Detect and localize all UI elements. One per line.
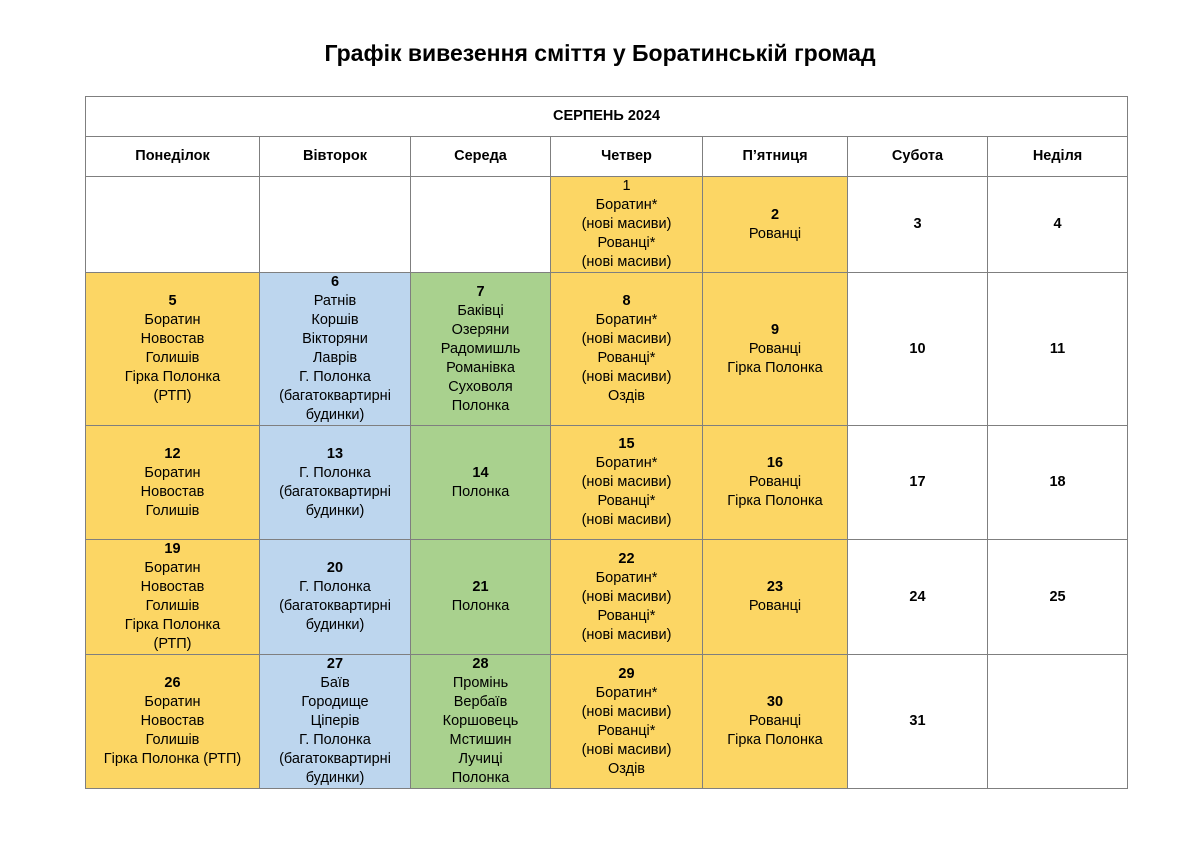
day-number: 16 <box>766 455 784 471</box>
day-cell <box>260 540 411 655</box>
location-line: (нові масиви) <box>581 741 672 758</box>
location-line: Озеряни <box>451 321 510 338</box>
day-cell <box>848 426 988 540</box>
location-line: Рованці* <box>597 722 656 739</box>
location-line: Боратин <box>144 464 201 481</box>
location-line: Гірка Полонка <box>727 732 823 748</box>
location-line: (багатоквартирні <box>279 483 391 500</box>
weekday-header: П’ятниця <box>703 137 848 177</box>
day-cell <box>551 540 703 655</box>
day-cell <box>86 273 260 426</box>
location-line: Рованці* <box>597 235 656 251</box>
location-line: Вербаїв <box>453 694 508 710</box>
location-line: Рованці <box>748 340 802 357</box>
week-row <box>86 655 1128 789</box>
week-row <box>86 177 1128 273</box>
day-number: 27 <box>326 656 344 672</box>
day-cell <box>260 655 411 789</box>
day-number: 12 <box>164 445 181 462</box>
location-line: Голишів <box>145 732 200 748</box>
location-line: Гірка Полонка (РТП) <box>103 751 242 767</box>
day-cell <box>988 426 1128 540</box>
location-line: будинки) <box>305 502 365 519</box>
month-header: СЕРПЕНЬ 2024 <box>86 97 1128 137</box>
day-cell <box>703 540 848 655</box>
weekday-header: Вівторок <box>260 137 411 177</box>
day-number: 6 <box>330 274 340 290</box>
location-line: (нові масиви) <box>581 512 672 528</box>
location-line: Ціперів <box>310 713 360 729</box>
location-line: (нові масиви) <box>581 626 672 643</box>
day-number: 2 <box>770 206 780 223</box>
day-number: 21 <box>472 579 489 595</box>
location-line: (нові масиви) <box>581 588 672 605</box>
location-line: Коршів <box>311 312 359 328</box>
location-line: (нові масиви) <box>581 254 672 270</box>
location-line: Суховоля <box>448 378 513 395</box>
day-cell <box>411 655 551 789</box>
location-line: Новостав <box>140 579 205 595</box>
day-cell <box>551 273 703 426</box>
location-line: Полонка <box>451 770 510 786</box>
day-number: 14 <box>472 464 489 481</box>
location-line: Голишів <box>145 350 200 366</box>
location-line: Боратин* <box>595 569 658 586</box>
day-cell <box>411 540 551 655</box>
day-cell <box>411 273 551 426</box>
day-cell <box>988 540 1128 655</box>
day-cell <box>988 655 1128 789</box>
location-line: Полонка <box>451 598 510 614</box>
location-line: (багатоквартирні <box>279 598 391 614</box>
location-line: Рованці <box>748 598 802 614</box>
day-cell <box>848 655 988 789</box>
schedule-calendar <box>85 96 1128 789</box>
location-line: Городище <box>301 694 369 710</box>
day-cell <box>848 177 988 273</box>
day-number: 7 <box>476 283 485 300</box>
location-line: Г. Полонка <box>299 464 371 481</box>
location-line: Гірка Полонка <box>124 369 221 385</box>
location-line: Боратин <box>144 694 201 710</box>
weekday-header: Середа <box>411 137 551 177</box>
day-number: 13 <box>326 445 344 462</box>
day-number: 1 <box>622 178 631 194</box>
day-number: 24 <box>909 588 926 605</box>
location-line: будинки) <box>305 407 365 423</box>
day-cell <box>86 655 260 789</box>
location-line: Вікторяни <box>302 331 368 347</box>
day-cell <box>260 177 411 273</box>
day-cell <box>848 540 988 655</box>
week-row <box>86 540 1128 655</box>
location-line: (нові масиви) <box>581 474 672 490</box>
day-number: 15 <box>618 436 635 452</box>
day-cell <box>551 426 703 540</box>
location-line: Промінь <box>452 675 509 691</box>
location-line: Коршовець <box>442 713 519 729</box>
location-line: Рованці <box>748 474 802 490</box>
day-cell <box>411 177 551 273</box>
location-line: Ратнів <box>313 293 357 309</box>
day-number: 19 <box>164 541 181 557</box>
location-line: Голишів <box>145 502 200 519</box>
day-cell <box>86 426 260 540</box>
location-line: Рованці <box>748 225 802 242</box>
location-line: Новостав <box>140 483 205 500</box>
location-line: Голишів <box>145 598 200 614</box>
location-line: Полонка <box>451 483 510 500</box>
location-line: (РТП) <box>153 636 192 652</box>
day-number: 11 <box>1049 340 1066 357</box>
day-cell <box>988 273 1128 426</box>
day-number: 18 <box>1049 474 1066 490</box>
weekday-header: Неділя <box>988 137 1128 177</box>
day-number: 30 <box>766 694 784 710</box>
location-line: (РТП) <box>153 388 192 404</box>
location-line: Г. Полонка <box>299 732 371 748</box>
day-number: 5 <box>168 293 177 309</box>
day-number: 23 <box>766 579 784 595</box>
location-line: Гірка Полонка <box>124 617 221 633</box>
location-line: Боратин <box>144 560 201 576</box>
location-line: Рованці* <box>597 493 656 509</box>
location-line: Боратин* <box>595 312 658 328</box>
location-line: Лучиці <box>458 751 503 767</box>
location-line: Баківці <box>457 302 504 319</box>
location-line: (багатоквартирні <box>279 751 391 767</box>
location-line: Оздів <box>608 760 645 777</box>
location-line: Лаврів <box>312 350 358 366</box>
day-number: 29 <box>618 665 635 682</box>
location-line: Г. Полонка <box>299 369 371 385</box>
day-number: 9 <box>770 321 780 338</box>
day-number: 22 <box>618 550 635 567</box>
day-cell <box>260 426 411 540</box>
day-cell <box>86 177 260 273</box>
location-line: (нові масиви) <box>581 331 672 347</box>
location-line: Мстишин <box>449 732 512 748</box>
day-cell <box>848 273 988 426</box>
location-line: Рованці* <box>597 350 656 366</box>
day-number: 10 <box>909 340 926 357</box>
location-line: Гірка Полонка <box>727 359 823 376</box>
weekday-header: Понеділок <box>86 137 260 177</box>
day-cell <box>86 540 260 655</box>
day-number: 17 <box>909 474 926 490</box>
location-line: будинки) <box>305 770 365 786</box>
location-line: Боратин* <box>595 455 658 471</box>
location-line: Боратин <box>144 312 201 328</box>
location-line: Гірка Полонка <box>727 493 823 509</box>
day-cell <box>703 177 848 273</box>
day-cell <box>988 177 1128 273</box>
weekday-header: Субота <box>848 137 988 177</box>
week-row <box>86 426 1128 540</box>
location-line: (нові масиви) <box>581 369 672 385</box>
day-cell <box>551 177 703 273</box>
location-line: Новостав <box>140 331 205 347</box>
day-number: 25 <box>1049 588 1066 605</box>
location-line: Полонка <box>451 397 510 414</box>
day-number: 31 <box>909 713 926 729</box>
location-line: Г. Полонка <box>299 579 371 595</box>
day-number: 20 <box>326 560 344 576</box>
day-number: 26 <box>164 675 181 691</box>
day-cell <box>703 273 848 426</box>
week-row <box>86 273 1128 426</box>
location-line: Радомишль <box>440 340 521 357</box>
day-number: 28 <box>472 656 489 672</box>
day-number: 8 <box>622 293 631 309</box>
location-line: Новостав <box>140 713 205 729</box>
day-cell <box>411 426 551 540</box>
location-line: (нові масиви) <box>581 216 672 232</box>
location-line: Боратин* <box>595 684 658 701</box>
location-line: Рованці <box>748 713 802 729</box>
location-line: (нові масиви) <box>581 703 672 720</box>
location-line: Баїв <box>320 675 350 691</box>
location-line: будинки) <box>305 617 365 633</box>
location-line: Оздів <box>608 388 645 404</box>
day-cell <box>551 655 703 789</box>
location-line: Рованці* <box>597 607 656 624</box>
day-cell <box>703 426 848 540</box>
day-number: 4 <box>1053 216 1062 232</box>
weekday-header: Четвер <box>551 137 703 177</box>
location-line: Романівка <box>446 359 515 376</box>
location-line: (багатоквартирні <box>279 388 391 404</box>
day-cell <box>260 273 411 426</box>
day-cell <box>703 655 848 789</box>
weekday-header-row <box>86 137 1128 177</box>
location-line: Боратин* <box>595 197 658 213</box>
page-title: Графік вивезення сміття у Боратинській громад <box>324 40 876 66</box>
day-number: 3 <box>913 216 922 232</box>
